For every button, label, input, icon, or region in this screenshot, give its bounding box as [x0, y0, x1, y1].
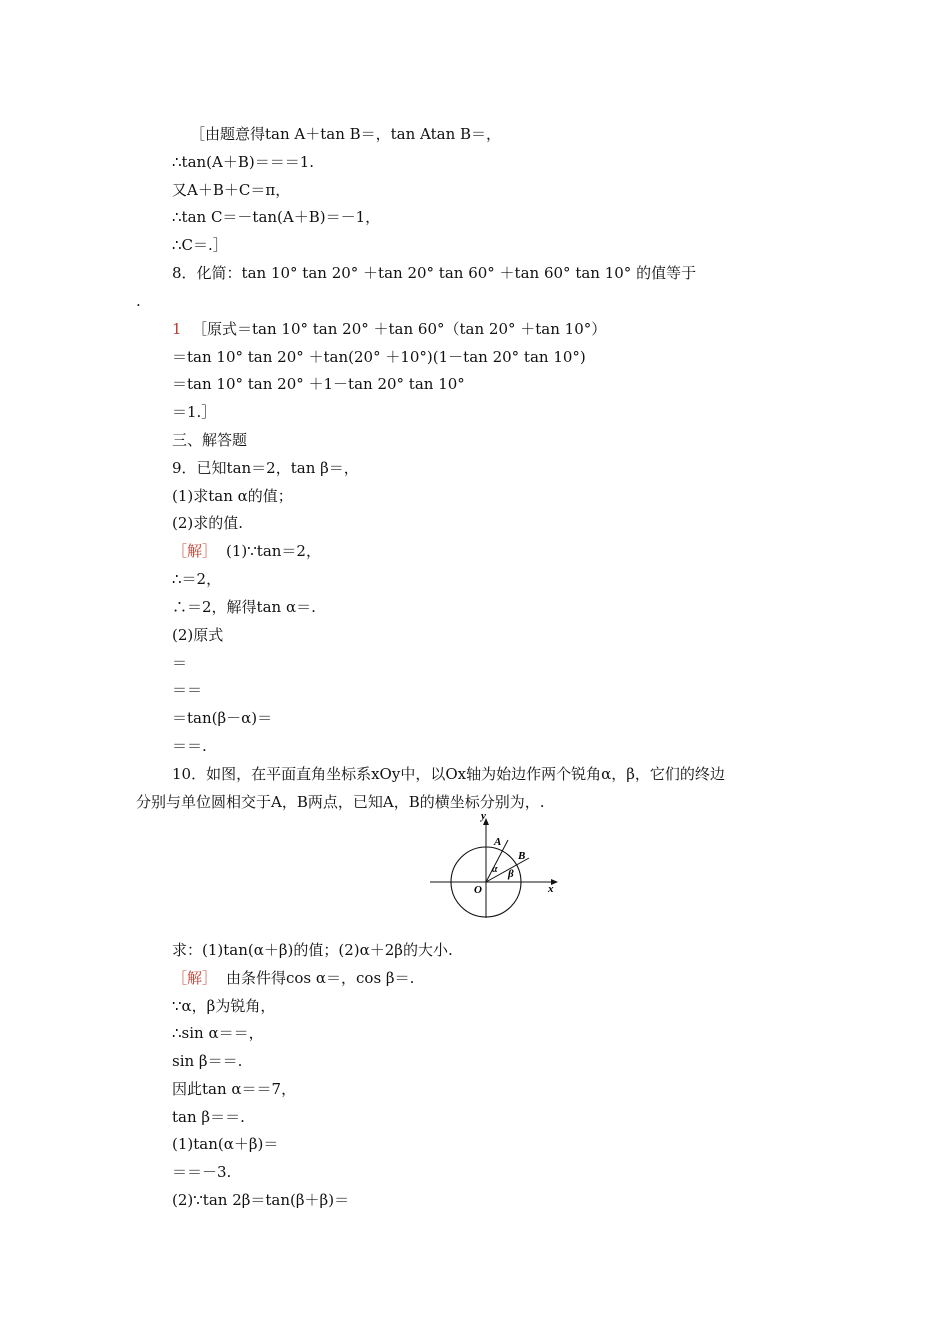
- solution-tag: ［解］: [172, 542, 218, 560]
- text-line: 求：(1)tan(α＋β)的值；(2)α＋2β的大小.: [172, 941, 453, 959]
- text-line: (2)∵tan 2β＝tan(β＋β)＝: [172, 1191, 350, 1209]
- text-line: ∵α，β为锐角，: [172, 997, 276, 1015]
- text-line: 又A＋B＋C＝π，: [172, 181, 291, 199]
- text-line: ＝＝.: [172, 737, 207, 755]
- text-line: ＝: [172, 654, 188, 672]
- text-line: ∴tan(A＋B)＝＝＝1.: [172, 153, 315, 171]
- origin-label: O: [474, 884, 482, 896]
- text-line: ［原式＝tan 10° tan 20° ＋tan 60°（tan 20° ＋tan 10°）: [192, 320, 607, 338]
- answer-value: 1: [172, 320, 182, 338]
- text-line: (1)求tan α的值；: [172, 487, 293, 505]
- text-line: ∴sin α＝＝，: [172, 1024, 264, 1042]
- text-line: ［由题意得tan A＋tan B＝，tan Atan B＝，: [190, 125, 502, 143]
- point-b-label: B: [518, 850, 526, 862]
- text-line: ＝tan(β－α)＝: [172, 709, 273, 727]
- text-line: ＝tan 10° tan 20° ＋1－tan 20° tan 10°: [172, 375, 465, 393]
- text-line: (2)求的值.: [172, 514, 244, 532]
- text-line: (1)tan(α＋β)＝: [172, 1135, 279, 1153]
- text-line: 分别与单位圆相交于A，B两点，已知A，B的横坐标分别为，.: [136, 793, 545, 811]
- text-line: ＝tan 10° tan 20° ＋tan(20° ＋10°)(1－tan 20° tan 10°): [172, 348, 586, 366]
- text-line: .: [136, 292, 141, 310]
- solution-tag: ［解］: [172, 969, 218, 987]
- question-10: 10．如图，在平面直角坐标系xOy中，以Ox轴为始边作两个锐角α，β，它们的终边: [172, 765, 725, 783]
- x-axis-label: x: [548, 883, 554, 895]
- text-line: ∴C＝.］: [172, 236, 228, 254]
- text-line: ＝＝: [172, 681, 203, 699]
- text-line: ∴tan C＝－tan(A＋B)＝－1，: [172, 208, 381, 226]
- text-line: tan β＝＝.: [172, 1108, 245, 1126]
- text-line: (1)∵tan＝2，: [226, 542, 321, 560]
- alpha-label: α: [492, 864, 498, 875]
- text-line: ＝1.］: [172, 403, 217, 421]
- question-8: 8．化简：tan 10° tan 20° ＋tan 20° tan 60° ＋tan 60° tan 10° 的值等于: [172, 264, 697, 282]
- text-line: ∴＝2，: [172, 570, 222, 588]
- y-axis-label: y: [481, 814, 486, 822]
- point-a-label: A: [494, 836, 502, 848]
- text-line: sin β＝＝.: [172, 1052, 243, 1070]
- beta-label: β: [508, 868, 514, 880]
- text-line: ∴＝2，解得tan α＝.: [172, 598, 316, 616]
- question-9: 9．已知tan＝2，tan β＝，: [172, 459, 359, 477]
- text-line: (2)原式: [172, 626, 224, 644]
- text-line: ＝＝－3.: [172, 1163, 232, 1181]
- unit-circle-figure: [428, 814, 560, 920]
- section-heading: 三、解答题: [172, 431, 248, 449]
- text-line: 因此tan α＝＝7，: [172, 1080, 297, 1098]
- text-line: 由条件得cos α＝，cos β＝.: [226, 969, 415, 987]
